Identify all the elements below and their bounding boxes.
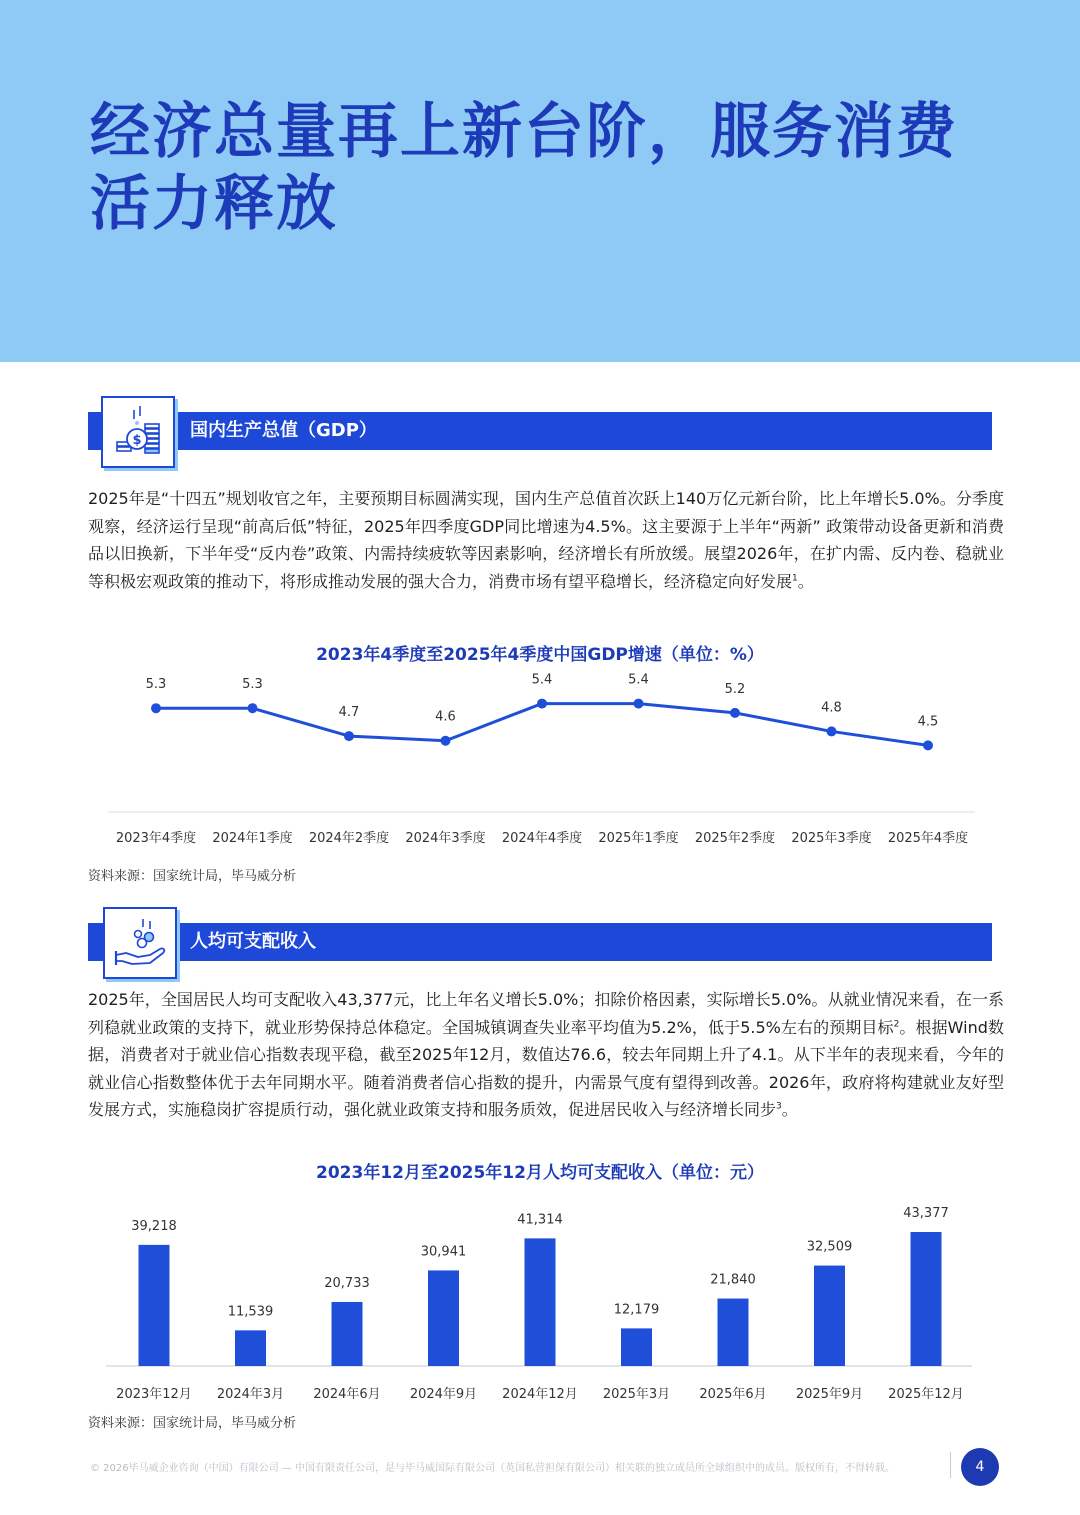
gdp-tick-label: 2025年3季度 (791, 831, 872, 846)
gdp-data-label: 4.8 (821, 700, 842, 716)
income-data-label: 32,509 (806, 1239, 853, 1255)
page-number: 4 (961, 1448, 999, 1486)
gdp-data-label: 5.4 (531, 672, 553, 688)
section-header-income (88, 923, 992, 961)
section-heading-gdp: 国内生产总值（GDP） (190, 420, 377, 441)
income-data-label: 43,377 (903, 1206, 949, 1222)
gdp-tick-label: 2024年4季度 (501, 831, 583, 846)
gdp-tick-label: 2024年1季度 (212, 831, 293, 846)
income-tick-label: 2024年6月 (313, 1387, 381, 1402)
gdp-data-label: 5.3 (242, 677, 263, 693)
income-tick-label: 2024年3月 (216, 1387, 285, 1402)
gdp-paragraph: 2025年是“十四五”规划收官之年，主要预期目标圆满实现，国内生产总值首次跃上140万亿元新台阶，比上年增长5.0%。分季度观察，经济运行呈现“前高后低”特征，2025年四季度GDP同比增速为4.5%。这主要源于上半年“两新” 政策带动设备更新和消费品以旧换新，下半年受“反内卷”政策、内需持续疲软等因素影响，经济增长有所放缓。展望2026年，在扩内需、反内卷、稳就业等积极宏观政策的推动下，将形成推动发展的强大合力，消费市场有望平稳增长，经济稳定向好发展$^1$。 (88, 489, 1004, 591)
gdp-tick-label: 2025年4季度 (887, 831, 969, 846)
income-bar (235, 1330, 266, 1366)
gdp-source-note: 资料来源：国家统计局，毕马威分析 (88, 869, 297, 884)
gdp-data-label: 4.6 (435, 709, 456, 725)
income-paragraph: 2025年，全国居民人均可支配收入43,377元，比上年名义增长5.0%；扣除价格因素，实际增长5.0%。从就业情况来看，在一系列稳就业政策的支持下，就业形势保持总体稳定。全国城镇调查失业率平均值为5.2%，低于5.5%左右的预期目标$^2$。根据Wind数据，消费者对于就业信心指数表现平稳，截至2025年12月，数值达76.6，较去年同期上升了4.1。从下半年的表现来看，今年的就业信心指数整体优于去年同期水平。随着消费者信心指数的提升，内需景气度有望得到改善。2026年，政府将构建就业友好型发展方式，实施稳岗扩容提质行动，强化就业政策支持和服务质效，促进居民收入与经济增长同步$^3$。 (88, 990, 1004, 1120)
income-bar (332, 1302, 363, 1366)
footnote-1: 1 (792, 573, 798, 584)
income-data-label: 21,840 (710, 1272, 756, 1288)
gdp-data-point (634, 699, 644, 709)
gdp-tick-label: 2024年3季度 (405, 831, 486, 846)
footer-divider (950, 1452, 951, 1478)
footnote-2: 2 (893, 1019, 900, 1030)
gdp-line-chart (0, 660, 1080, 860)
income-data-label: 41,314 (517, 1212, 563, 1228)
section-heading-income: 人均可支配收入 (190, 931, 316, 952)
hand-coins-icon (103, 907, 177, 979)
income-bar (621, 1328, 652, 1366)
gdp-tick-label: 2025年2季度 (694, 831, 776, 846)
income-bar (718, 1299, 749, 1366)
gdp-data-point (923, 740, 933, 750)
gdp-data-point (827, 726, 837, 736)
income-data-label: 30,941 (420, 1244, 467, 1260)
section-header-gdp (88, 412, 992, 450)
income-bar-chart (0, 1190, 1080, 1410)
gdp-data-point (344, 731, 354, 741)
gdp-data-label: 4.5 (917, 714, 939, 730)
income-tick-label: 2024年9月 (409, 1387, 478, 1402)
income-data-label: 39,218 (131, 1218, 177, 1234)
footnote-3: 3 (776, 1102, 782, 1113)
income-bar (428, 1270, 459, 1366)
gdp-series-line (156, 704, 928, 746)
gdp-chart-title: 2023年4季度至2025年4季度中国GDP增速（单位：%） (316, 645, 764, 665)
income-tick-label: 2025年12月 (888, 1387, 964, 1402)
page-title: 经济总量再上新台阶，服务消费活力释放 (90, 97, 958, 239)
gdp-data-label: 5.3 (145, 677, 167, 693)
gdp-tick-label: 2025年1季度 (598, 831, 679, 846)
income-tick-label: 2025年3月 (602, 1387, 671, 1402)
income-bar (911, 1232, 942, 1366)
gdp-tick-label: 2024年2季度 (308, 831, 390, 846)
income-bar (139, 1245, 170, 1366)
gdp-data-point (537, 699, 547, 709)
income-source-note: 资料来源：国家统计局，毕马威分析 (88, 1416, 297, 1431)
svg-text:$: $ (132, 433, 142, 448)
gdp-data-label: 4.7 (338, 705, 360, 721)
income-chart-title: 2023年12月至2025年12月人均可支配收入（单位：元） (316, 1163, 764, 1183)
gdp-data-point (441, 736, 451, 746)
income-tick-label: 2025年6月 (699, 1387, 767, 1402)
income-data-label: 20,733 (324, 1275, 370, 1291)
gdp-data-point (248, 703, 258, 713)
gdp-data-label: 5.2 (724, 681, 746, 697)
footer-copyright: © 2026毕马威企业咨询（中国）有限公司 — 中国有限责任公司，是与毕马威国际有限公司（英国私营担保有限公司）相关联的独立成员所全球组织中的成员。版权所有，不得转载。 (90, 1463, 895, 1474)
income-bar (525, 1238, 556, 1366)
income-bar (814, 1266, 845, 1366)
income-tick-label: 2023年12月 (116, 1387, 192, 1402)
gdp-data-label: 5.4 (628, 672, 649, 688)
income-tick-label: 2025年9月 (795, 1387, 864, 1402)
income-data-label: 12,179 (613, 1302, 660, 1318)
gdp-data-point (151, 703, 161, 713)
gdp-tick-label: 2023年4季度 (115, 831, 197, 846)
coins-stack-icon (101, 396, 175, 468)
gdp-data-point (730, 708, 740, 718)
income-tick-label: 2024年12月 (502, 1387, 578, 1402)
income-data-label: 11,539 (227, 1304, 274, 1320)
